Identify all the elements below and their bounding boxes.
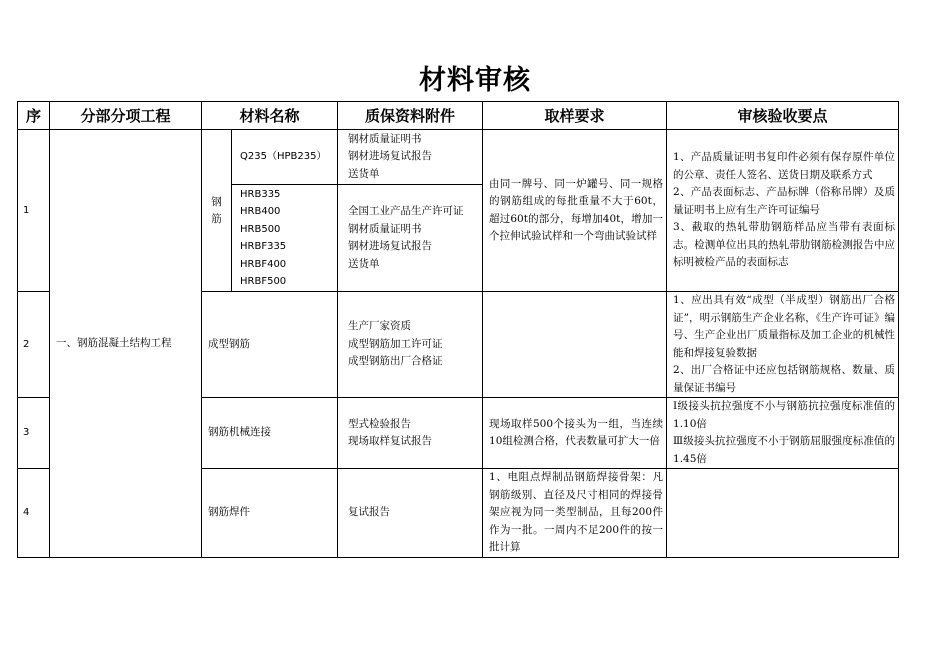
sampling-cell: 1、电阻点焊制品钢筋焊接骨架：凡钢筋级别、直径及尺寸相同的焊接骨架应视为同一类型制品，且每200件作为一批。一周内不足200件的按一批计算 — [483, 469, 667, 558]
page-title: 材料审核 — [419, 65, 531, 96]
doc-item: 钢材质量证明书 — [348, 132, 422, 145]
acceptance-cell — [667, 469, 899, 558]
docs-cell — [338, 469, 483, 558]
material-name: Q235（HPB235） — [232, 130, 338, 185]
acceptance-item: 1、产品质量证明书复印件必须有保存原件单位的公章、责任人签名、送货日期及联系方式 — [673, 151, 896, 181]
material-grade: HRB400 — [240, 206, 281, 217]
sampling-cell — [483, 292, 667, 398]
table-row — [18, 130, 899, 185]
material-grade: HRB335 — [240, 188, 281, 200]
division-cell: 一、钢筋混凝土结构工程 — [50, 130, 202, 558]
header-acceptance: 审核验收要点 — [667, 102, 899, 130]
doc-item: 生产厂家资质 — [348, 320, 412, 333]
acceptance-cell — [667, 292, 899, 398]
header-row — [18, 102, 899, 130]
doc-item: 钢材质量证明书 — [348, 222, 422, 235]
acceptance-item: 2、出厂合格证中还应包括钢筋规格、数量、质量保证书编号 — [673, 364, 896, 394]
header-material: 材料名称 — [202, 102, 338, 130]
header-sampling: 取样要求 — [483, 102, 667, 130]
material-grade: HRBF400 — [240, 258, 287, 270]
header-docs: 质保资料附件 — [338, 102, 483, 130]
material-name: 钢筋机械连接 — [202, 398, 338, 469]
acceptance-item: 1、应出具有效“成型（半成型）钢筋出厂合格证”，明示钢筋生产企业名称，《生产许可证》编号、生产企业出厂质量指标及加工企业的机械性能和焊接复验数据 — [673, 294, 896, 359]
docs-cell — [338, 398, 483, 469]
category-label: 钢 筋 — [211, 195, 222, 225]
doc-item: 送货单 — [348, 167, 380, 180]
doc-item: 成型钢筋加工许可证 — [348, 337, 443, 350]
doc-item: 型式检验报告 — [348, 417, 412, 430]
doc-item: 全国工业产品生产许可证 — [348, 205, 464, 217]
doc-item: 钢材进场复试报告 — [348, 240, 433, 252]
sampling-cell: 由同一牌号、同一炉罐号、同一规格的钢筋组成的每批重量不大于60t，超过60t的部分，每增加40t，增加一个拉伸试验试样和一个弯曲试验试样 — [483, 130, 667, 292]
material-grade: HRBF335 — [240, 241, 287, 252]
doc-item: 现场取样复试报告 — [348, 435, 433, 447]
acceptance-cell — [667, 130, 899, 292]
header-division: 分部分项工程 — [50, 102, 202, 130]
row-number: 1 — [18, 130, 50, 292]
material-review-table — [17, 101, 899, 558]
row-number: 3 — [18, 398, 50, 469]
doc-item: 成型钢筋出厂合格证 — [348, 355, 443, 368]
material-name-list — [232, 185, 338, 292]
material-grade: HRB500 — [240, 223, 281, 235]
sampling-cell: 现场取样500个接头为一组，当连续10组检测合格，代表数量可扩大一倍 — [483, 398, 667, 469]
docs-cell — [338, 185, 483, 292]
material-grade: HRBF500 — [240, 276, 287, 287]
material-name: 成型钢筋 — [202, 292, 338, 398]
docs-cell — [338, 292, 483, 398]
doc-item: 钢材进场复试报告 — [348, 150, 433, 163]
row-number: 4 — [18, 469, 50, 558]
acceptance-item: 3、截取的热轧带肋钢筋样品应当带有表面标志。检测单位出具的热轧带肋钢筋检测报告中应标明被检产品的表面标志 — [673, 221, 896, 269]
doc-item: 送货单 — [348, 257, 380, 270]
row-number: 2 — [18, 292, 50, 398]
docs-cell — [338, 130, 483, 185]
acceptance-item: Ⅰ级接头抗拉强度不小与钢筋抗拉强度标准值的1.10倍 — [673, 400, 896, 430]
doc-item: 复试报告 — [348, 506, 391, 519]
category-steel — [202, 130, 232, 292]
header-seq: 序 — [18, 102, 50, 130]
material-name: 钢筋焊件 — [202, 469, 338, 558]
acceptance-item: 2、产品表面标志、产品标牌（俗称吊牌）及质量证明书上应有生产许可证编号 — [673, 186, 896, 216]
acceptance-item: Ⅲ级接头抗拉强度不小于钢筋屈服强度标准值的1.45倍 — [673, 435, 896, 465]
acceptance-cell — [667, 398, 899, 469]
